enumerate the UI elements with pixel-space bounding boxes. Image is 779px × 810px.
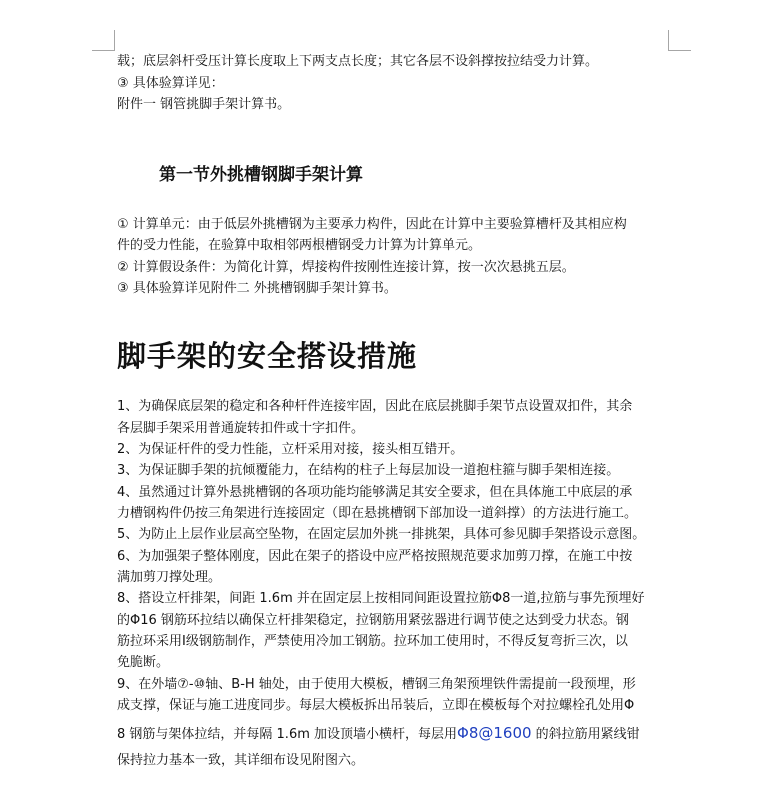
paragraph-line: 附件一 钢管挑脚手架计算书。 (117, 97, 291, 112)
paragraph-line: 筋拉环采用Ⅰ级钢筋制作，严禁使用冷加工钢筋。拉环加工使用时，不得反复弯折三次，以 (117, 634, 628, 649)
paragraph-line: 的Φ16 钢筋环拉结以确保立杆排架稳定，拉钢筋用紧弦器进行调节使之达到受力状态。钢 (117, 613, 629, 628)
paragraph-line: 9、在外墙⑦-⑩轴、B-H 轴处，由于使用大模板，槽钢三角架预埋铁件需提前一段预埋，形 (117, 677, 636, 692)
paragraph-line: 8、搭设立杆排架，间距 1.6m 并在固定层上按相同间距设置拉筋Φ8一道,拉筋与事先预埋好 (117, 591, 645, 606)
paragraph-line: 2、为保证杆件的受力性能，立杆采用对接，接头相互错开。 (117, 442, 464, 457)
paragraph-line (117, 724, 640, 744)
paragraph-line: ③ 具体验算详见附件二 外挑槽钢脚手架计算书。 (117, 281, 397, 296)
paragraph-line: ① 计算单元：由于低层外挑槽钢为主要承力构件，因此在计算中主要验算槽杆及其相应构 (117, 217, 627, 232)
paragraph-line: 保持拉力基本一致，其详细布设见附图六。 (117, 753, 365, 768)
paragraph-line: 4、虽然通过计算外悬挑槽钢的各项功能均能够满足其安全要求，但在具体施工中底层的承 (117, 485, 633, 500)
line-text: 的斜拉筋用紧线钳 (531, 727, 640, 742)
paragraph-line: 件的受力性能，在验算中取相邻两根槽钢受力计算为计算单元。 (117, 238, 482, 253)
line-text: 8 钢筋与架体拉结，并每隔 1.6m 加设顶墙小横杆，每层用 (117, 727, 458, 742)
paragraph-line: 6、为加强架子整体刚度，因此在架子的搭设中应严格按照规范要求加剪刀撑，在施工中按 (117, 549, 633, 564)
paragraph-line: 满加剪刀撑处理。 (117, 570, 222, 585)
paragraph-line: 3、为保证脚手架的抗倾覆能力，在结构的柱子上每层加设一道抱柱箍与脚手架相连接。 (117, 463, 620, 478)
paragraph-line: ② 计算假设条件：为简化计算，焊接构件按刚性连接计算，按一次次悬挑五层。 (117, 260, 575, 275)
paragraph-line: 5、为防止上层作业层高空坠物，在固定层加外挑一排挑架，具体可参见脚手架搭设示意图。 (117, 527, 646, 542)
paragraph-line: 力槽钢构件仍按三角架进行连接固定（即在悬挑槽钢下部加设一道斜撑）的方法进行施工。 (117, 506, 638, 521)
chapter-heading: 脚手架的安全搭设措施 (117, 339, 418, 373)
paragraph-line: 载；底层斜杆受压计算长度取上下两支点长度；其它各层不设斜撑按拉结受力计算。 (117, 54, 599, 69)
section-heading: 第一节外挑槽钢脚手架计算 (159, 165, 363, 185)
crop-mark-top-left (92, 30, 115, 51)
paragraph-line: 各层脚手架采用普通旋转扣件或十字扣件。 (117, 421, 365, 436)
paragraph-line: 免脆断。 (117, 655, 170, 670)
paragraph-line: ③ 具体验算详见： (117, 76, 224, 91)
crop-mark-top-right (668, 30, 691, 51)
paragraph-line: 1、为确保底层架的稳定和各种杆件连接牢固，因此在底层挑脚手架节点设置双扣件，其余 (117, 399, 633, 414)
rebar-spec-highlight: Φ8@1600 (457, 724, 532, 742)
paragraph-line: 成支撑，保证与施工进度同步。每层大模板拆出吊装后，立即在模板每个对拉螺栓孔处用Φ (117, 698, 635, 713)
